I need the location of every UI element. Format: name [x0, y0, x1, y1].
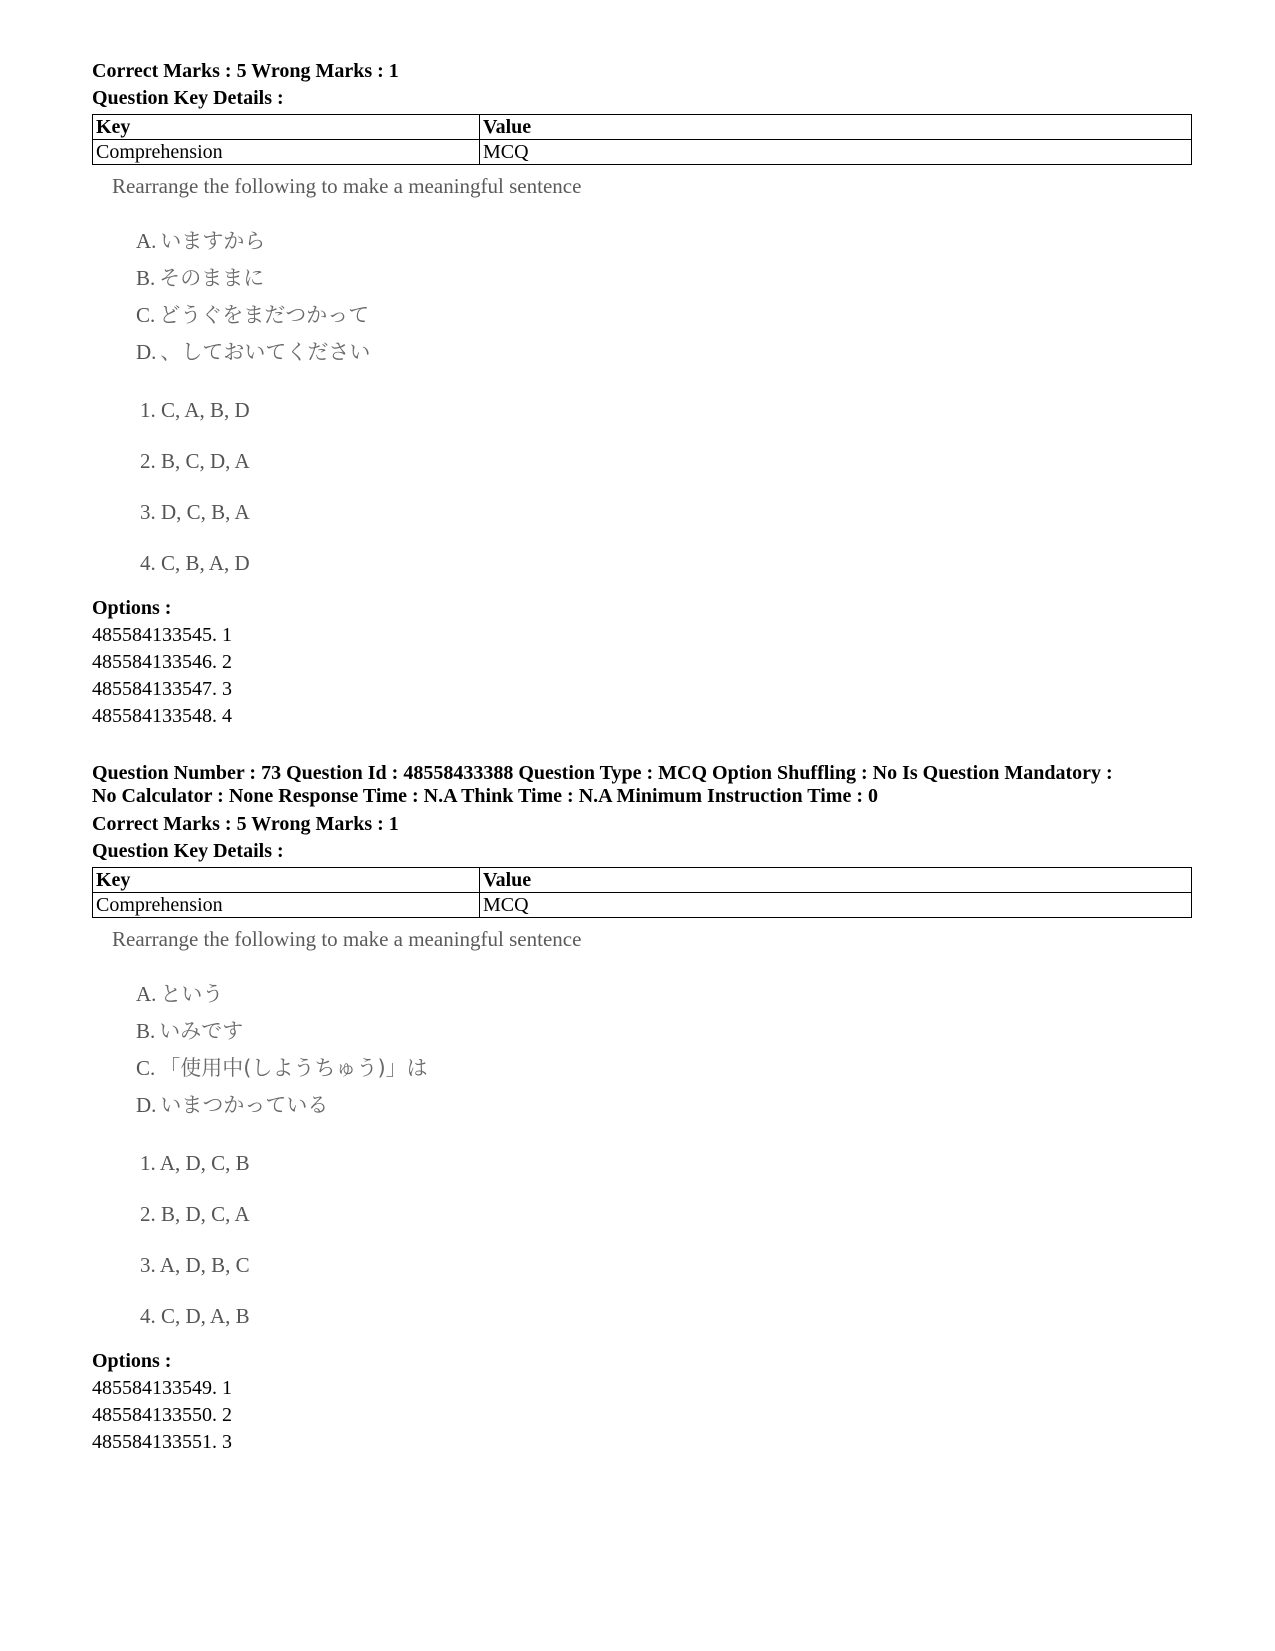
table-row: [93, 140, 1192, 165]
order-choice: 2. B, D, C, A: [140, 1202, 250, 1226]
option-item: 485584133545. 1: [92, 624, 232, 646]
options-label: Options :: [92, 1350, 172, 1372]
table-header-row: [93, 868, 1192, 893]
key-details-table: [92, 867, 1192, 918]
question-image: [92, 918, 1192, 1342]
option-item: 485584133547. 3: [92, 678, 232, 700]
table-header-row: [93, 115, 1192, 140]
table-header-key: Key: [93, 115, 480, 140]
option-item: 485584133549. 1: [92, 1377, 232, 1399]
key-details-label: Question Key Details :: [92, 840, 284, 862]
key-details-label: Question Key Details :: [92, 87, 284, 109]
marks-line: Correct Marks : 5 Wrong Marks : 1: [92, 813, 399, 835]
sentence-part: B. そのままに: [136, 266, 265, 290]
sentence-part: C. どうぐをまだつかって: [136, 303, 370, 327]
table-header-key: Key: [93, 868, 480, 893]
key-details-table: [92, 114, 1192, 165]
marks-line: Correct Marks : 5 Wrong Marks : 1: [92, 60, 399, 82]
table-cell-key: Comprehension: [93, 893, 480, 918]
option-item: 485584133551. 3: [92, 1431, 232, 1453]
option-item: 485584133550. 2: [92, 1404, 232, 1426]
table-header-value: Value: [480, 868, 1192, 893]
sentence-part: A. という: [136, 982, 224, 1006]
table-cell-key: Comprehension: [93, 140, 480, 165]
option-item: 485584133546. 2: [92, 651, 232, 673]
question-image: [92, 165, 1192, 589]
order-choice: 4. C, B, A, D: [140, 551, 250, 575]
sentence-part: B. いみです: [136, 1019, 244, 1043]
table-header-value: Value: [480, 115, 1192, 140]
question-prompt: Rearrange the following to make a meaningful sentence: [112, 174, 582, 198]
order-choice: 4. C, D, A, B: [140, 1304, 250, 1328]
table-row: [93, 893, 1192, 918]
question-prompt: Rearrange the following to make a meaningful sentence: [112, 927, 582, 951]
options-label: Options :: [92, 597, 172, 619]
order-choice: 3. D, C, B, A: [140, 500, 250, 524]
option-item: 485584133548. 4: [92, 705, 232, 727]
sentence-part: C. 「使用中(しようちゅう)」は: [136, 1056, 428, 1080]
question-header-line-1: Question Number : 73 Question Id : 48558433388 Question Type : MCQ Option Shuffling : No Is Question Mandatory :: [92, 762, 1113, 784]
document-page: [92, 58, 1192, 1456]
table-cell-value: MCQ: [480, 140, 1192, 165]
order-choice: 1. A, D, C, B: [140, 1151, 250, 1175]
table-cell-value: MCQ: [480, 893, 1192, 918]
sentence-part: D. 、しておいてください: [136, 340, 371, 364]
sentence-part: D. いまつかっている: [136, 1093, 329, 1117]
question-header-line-2: No Calculator : None Response Time : N.A Think Time : N.A Minimum Instruction Time : 0: [92, 785, 878, 807]
order-choice: 2. B, C, D, A: [140, 449, 250, 473]
sentence-part: A. いますから: [136, 229, 266, 253]
order-choice: 3. A, D, B, C: [140, 1253, 250, 1277]
order-choice: 1. C, A, B, D: [140, 398, 250, 422]
